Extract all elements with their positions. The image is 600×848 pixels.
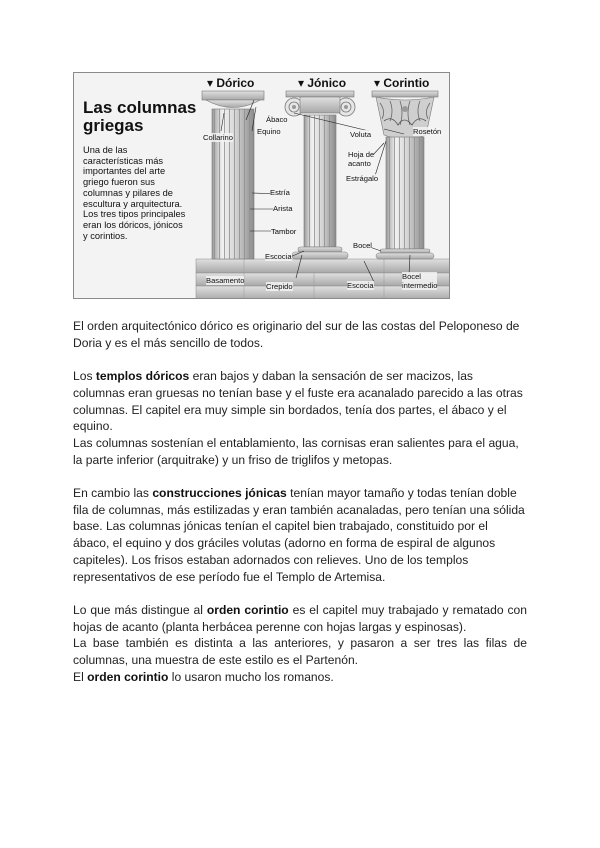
corinthian-column (372, 91, 438, 259)
order-label-doric: ▾ Dórico (207, 76, 255, 90)
label-tambor: Tambor (271, 227, 297, 236)
order-label-corinthian: ▾ Corintio (374, 76, 430, 90)
label-voluta: Voluta (350, 130, 372, 139)
label-basamento: Basamento (206, 276, 245, 285)
label-crepido: Crepido (266, 282, 293, 291)
label-equino: Equino (257, 127, 281, 136)
document-body (73, 318, 527, 685)
figure-description: Una de las características más importantes del arte griego fueron sus columnas y pilares de escultura y arquitectura. Los tres tipos principales eran los dóricos, jónicos y corintios. (83, 145, 186, 241)
label-hoja-de-acanto: Hoja de acanto (348, 150, 375, 168)
label-estragalo: Estrágalo (346, 174, 379, 183)
figure-title: Las columnas griegas (83, 98, 197, 135)
greek-columns-figure (73, 72, 450, 299)
paragraph-romans: El orden corintio lo usaron mucho los romanos. (73, 669, 334, 684)
label-collarino: Collarino (203, 133, 233, 142)
paragraph-corinthian-base: La base también es distinta a las anteriores, y pasaron a ser tres las filas de columnas, una muestra de este estilo es el Partenón. (73, 636, 527, 668)
paragraph-doric-temples: Los templos dóricos eran bajos y daban la sensación de ser macizos, las columnas eran gruesas no tenían base y el fuste era acanalado parecido a las otras columnas. El capitel era muy simple sin bordados, tenía dos partes, el ábaco y el equino. (73, 369, 523, 434)
label-escocia-1: Escocia (265, 252, 292, 261)
order-label-ionic: ▾ Jónico (298, 76, 347, 90)
paragraph-entablature: Las columnas sostenían el entablamiento, las cornisas eran salientes para el agua, la parte inferior (arquitrake) y un friso de triglifos y metopas. (73, 435, 519, 467)
label-bocel-intermedio: Bocel intermedio (402, 272, 438, 290)
paragraph-doric-origin: El orden arquitectónico dórico es originario del sur de las costas del Peloponeso de Doria y es el más sencillo de todos. (73, 319, 520, 350)
label-bocel: Bocel (353, 241, 372, 250)
label-abaco: Ábaco (266, 115, 288, 124)
triangle-down-icon: ▾ (374, 76, 381, 90)
label-estria: Estría (270, 188, 290, 197)
paragraph-corinthian-capital: Lo que más distingue al orden corintio es el capitel muy trabajado y rematado con hojas de acanto (planta herbácea perenne con hojas largas y espinosas). (73, 602, 527, 634)
label-escocia-2: Escocia (347, 281, 374, 290)
triangle-down-icon: ▾ (207, 76, 214, 90)
paragraph-ionic: En cambio las construcciones jónicas tenían mayor tamaño y todas tenían doble fila de columnas, más estilizadas y eran también acanaladas, pero tenían una sólida base. Las columnas jónicas tenían el capitel bien trabajado, constituido por el ábaco, el equino y dos gráciles volutas (adorno en forma de espiral de algunos capiteles). Los frisos estaban adornados con relieves. Uno de los templos representativos de ese período fue el Templo de Artemisa. (73, 486, 525, 584)
triangle-down-icon: ▾ (298, 76, 305, 90)
label-arista: Arista (273, 204, 293, 213)
label-roseton: Rosetón (413, 127, 442, 136)
